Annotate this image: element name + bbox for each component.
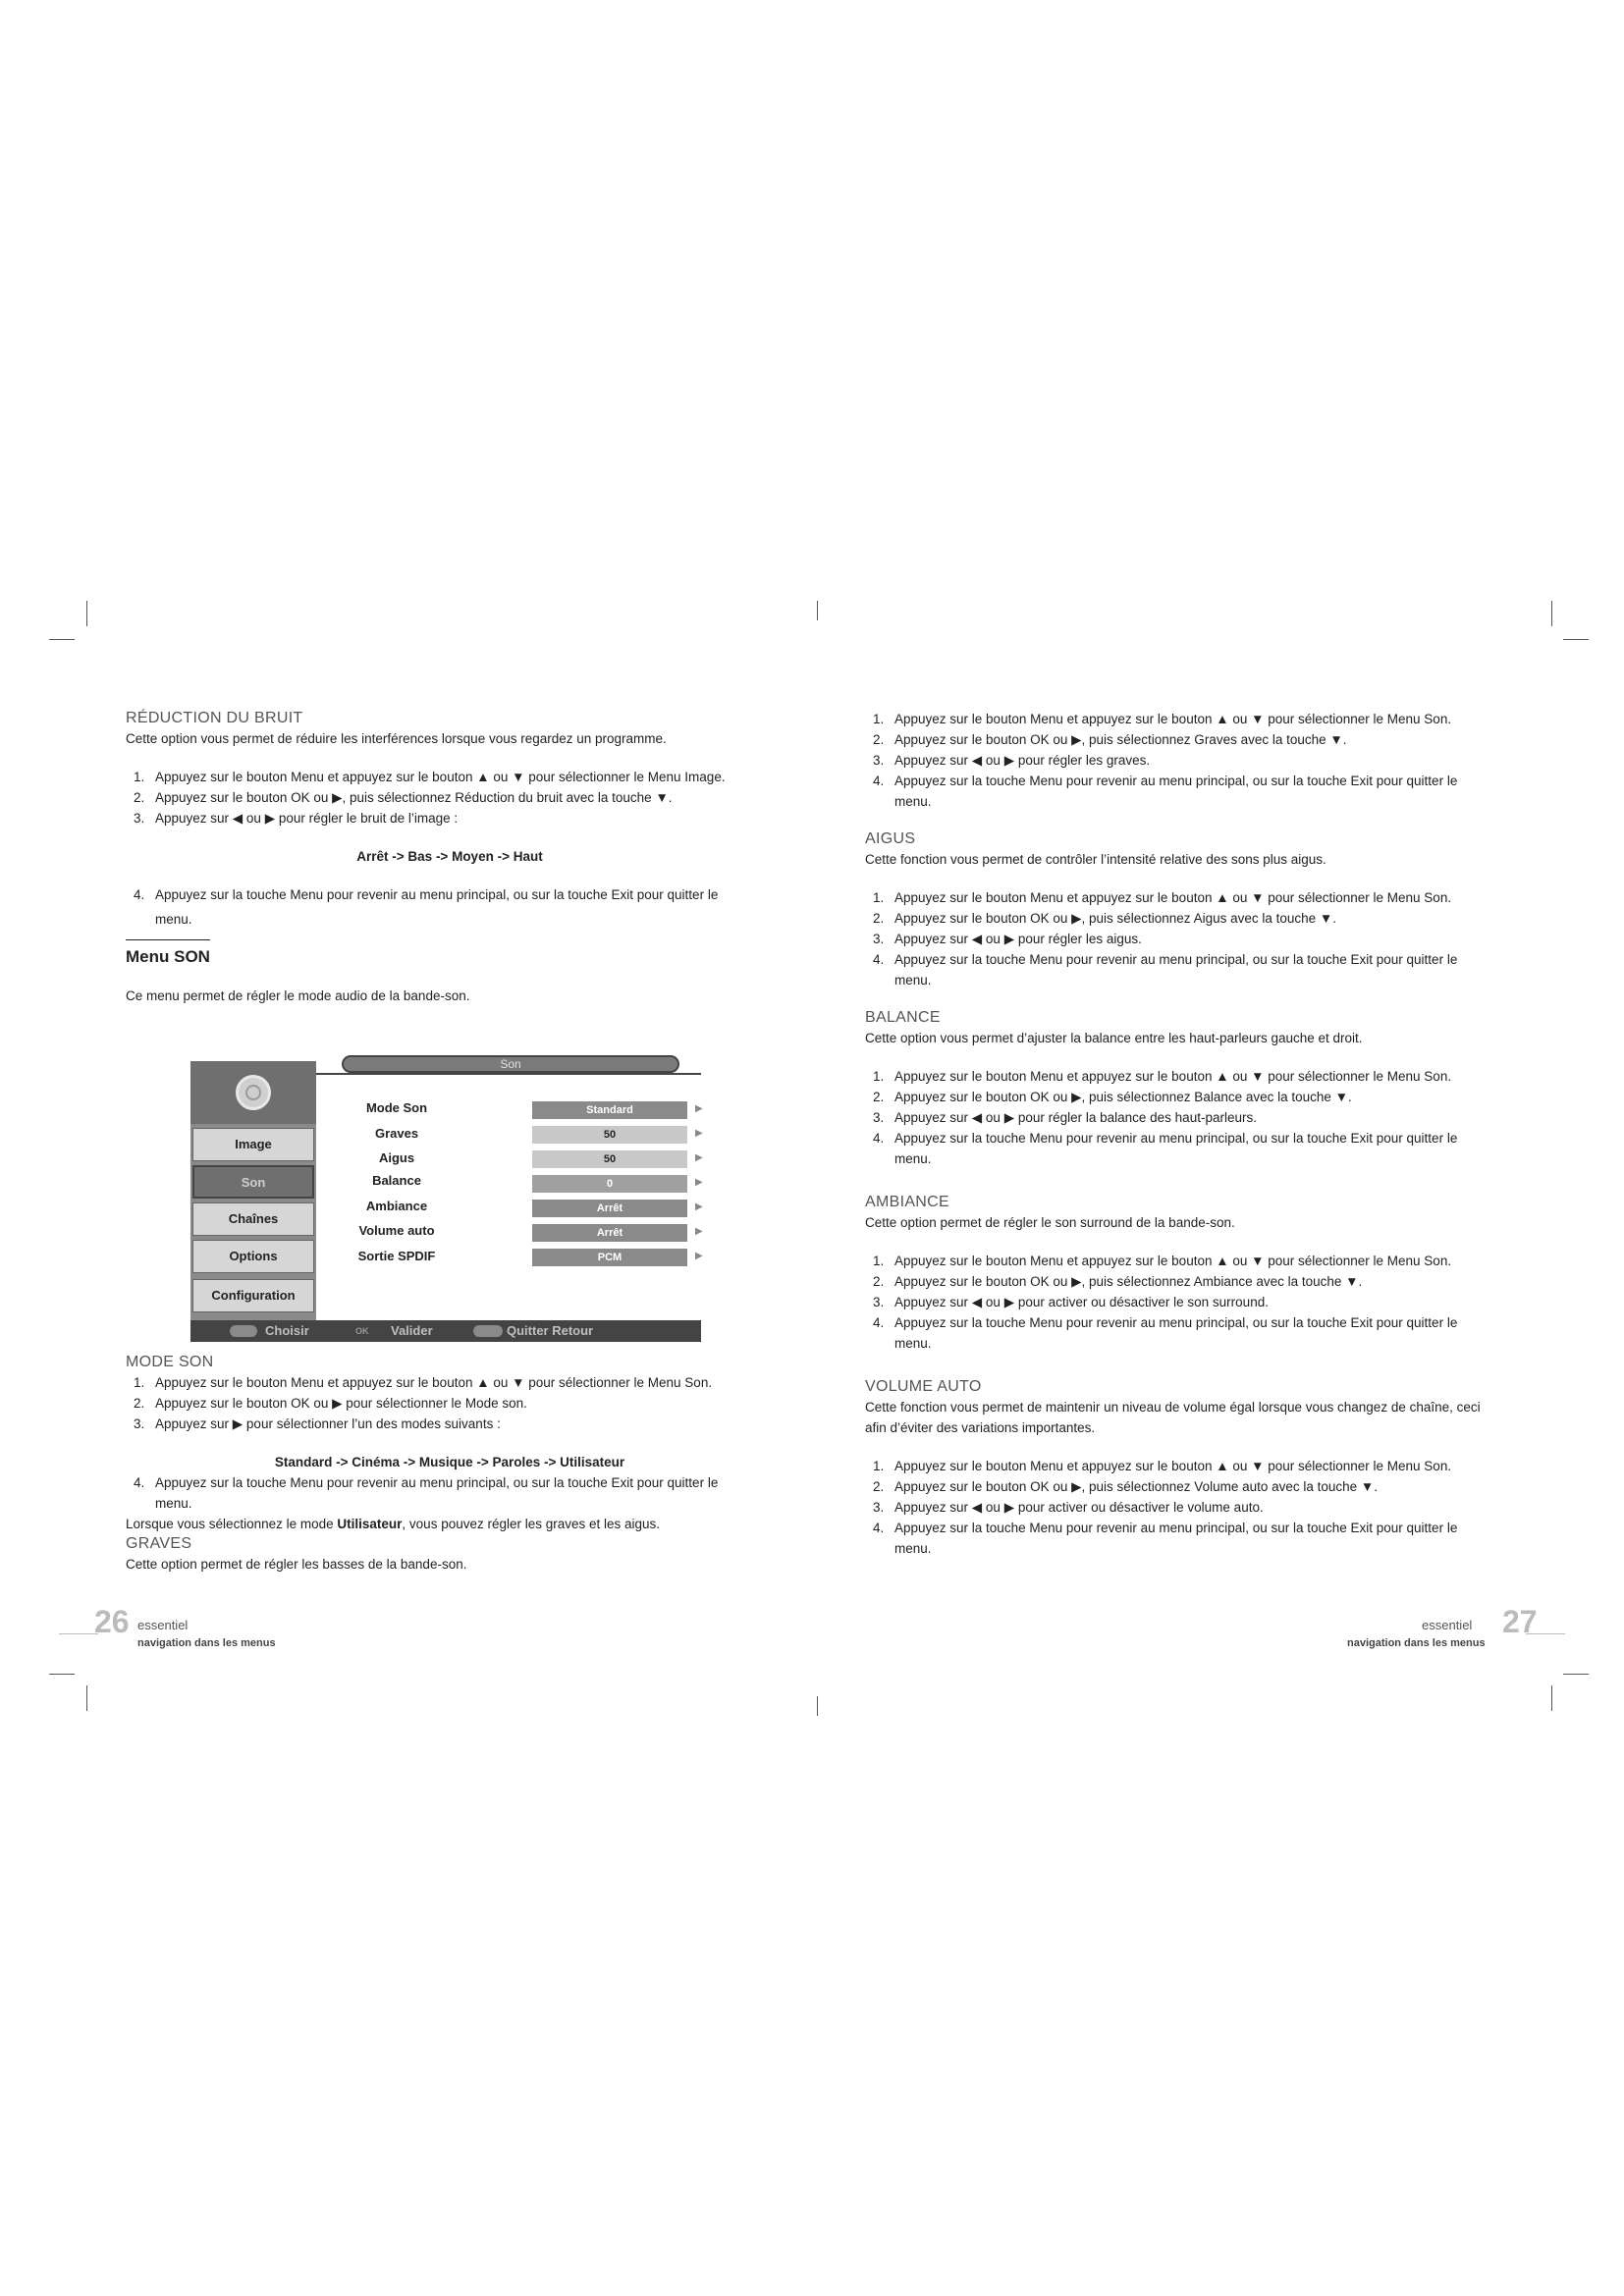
- balance-steps: [865, 1066, 1513, 1169]
- list-item: 3. Appuyez sur ◀ ou ▶ pour activer ou désactiver le volume auto.: [873, 1500, 1264, 1515]
- crop-mark: [817, 1696, 818, 1716]
- list-item: 2. Appuyez sur le bouton OK ou ▶, puis sélectionnez Volume auto avec la touche ▼.: [873, 1479, 1379, 1494]
- list-item: 3. Appuyez sur ◀ ou ▶ pour activer ou désactiver le son surround.: [873, 1295, 1269, 1309]
- tv-tab-configuration[interactable]: Configuration: [192, 1279, 314, 1312]
- footer-nav-right: navigation dans les menus: [1347, 1637, 1486, 1649]
- setting-value-sortie-spdif[interactable]: PCM: [532, 1249, 687, 1266]
- mode-son-heading: MODE SON: [126, 1354, 214, 1370]
- list-item: menu.: [894, 794, 932, 809]
- tv-menu-footer: [190, 1320, 701, 1342]
- aigus-steps: [865, 887, 1513, 990]
- setting-value-ambiance[interactable]: Arrêt: [532, 1200, 687, 1217]
- list-item: 2. Appuyez sur le bouton OK ou ▶, puis sélectionnez Aigus avec la touche ▼.: [873, 911, 1337, 926]
- reduction-heading: RÉDUCTION DU BRUIT: [126, 710, 303, 726]
- list-item: 3. Appuyez sur ▶ pour sélectionner l’un des modes suivants :: [134, 1416, 501, 1431]
- page-number-right: 27: [1502, 1604, 1538, 1639]
- setting-value-mode-son[interactable]: Standard: [532, 1101, 687, 1119]
- list-item: menu.: [155, 912, 192, 927]
- chevron-right-icon: ▶: [695, 1177, 703, 1188]
- crop-mark: [86, 1685, 87, 1711]
- list-item: 2. Appuyez sur le bouton OK ou ▶, puis sélectionnez Balance avec la touche ▼.: [873, 1090, 1352, 1104]
- list-item: 4. Appuyez sur la touche Menu pour revenir au menu principal, ou sur la touche Exit pour quitter le: [873, 774, 1458, 788]
- chevron-right-icon: ▶: [695, 1251, 703, 1261]
- list-item: 1. Appuyez sur le bouton Menu et appuyez sur le bouton ▲ ou ▼ pour sélectionner le Menu Son.: [873, 712, 1452, 726]
- up-down-icon: [230, 1325, 257, 1337]
- ambiance-intro: Cette option permet de régler le son surround de la bande-son.: [865, 1215, 1235, 1230]
- setting-value-balance[interactable]: 0: [532, 1175, 687, 1193]
- chevron-right-icon: ▶: [695, 1226, 703, 1237]
- setting-label: Mode Son: [365, 1100, 428, 1115]
- crop-mark: [86, 601, 87, 626]
- reduction-steps: [126, 767, 774, 828]
- ambiance-steps: [865, 1251, 1513, 1354]
- chevron-right-icon: ▶: [695, 1152, 703, 1163]
- list-item: 3. Appuyez sur ◀ ou ▶ pour régler le bruit de l’image :: [134, 811, 459, 826]
- list-item: 1. Appuyez sur le bouton Menu et appuyez sur le bouton ▲ ou ▼ pour sélectionner le Menu Son.: [873, 890, 1452, 905]
- crop-mark: [1551, 601, 1552, 626]
- brand-logo-left: essentiel: [137, 1618, 189, 1632]
- list-item: 2. Appuyez sur le bouton OK ou ▶ pour sélectionner le Mode son.: [134, 1396, 527, 1411]
- list-item: 4. Appuyez sur la touche Menu pour revenir au menu principal, ou sur la touche Exit pour quitter le: [873, 1131, 1458, 1146]
- crop-mark: [1563, 1674, 1589, 1675]
- list-item: 2. Appuyez sur le bouton OK ou ▶, puis sélectionnez Réduction du bruit avec la touche ▼.: [134, 790, 673, 805]
- setting-value-volume-auto[interactable]: Arrêt: [532, 1224, 687, 1242]
- list-item: menu.: [894, 1541, 932, 1556]
- left-page-column: [126, 709, 774, 1006]
- list-item: 1. Appuyez sur le bouton Menu et appuyez sur le bouton ▲ ou ▼ pour sélectionner le Menu Image.: [134, 770, 726, 784]
- tv-logo: [190, 1061, 316, 1124]
- list-item: 1. Appuyez sur le bouton Menu et appuyez sur le bouton ▲ ou ▼ pour sélectionner le Menu Son.: [873, 1254, 1452, 1268]
- list-item: 3. Appuyez sur ◀ ou ▶ pour régler les aigus.: [873, 932, 1142, 946]
- menu-son-intro: Ce menu permet de régler le mode audio de la bande-son.: [126, 988, 470, 1003]
- chevron-right-icon: ▶: [695, 1128, 703, 1139]
- balance-intro: Cette option vous permet d’ajuster la balance entre les haut-parleurs gauche et droit.: [865, 1031, 1363, 1045]
- setting-label: Sortie SPDIF: [357, 1249, 436, 1263]
- menu-key-icon: [473, 1325, 503, 1337]
- list-item: 4. Appuyez sur la touche Menu pour revenir au menu principal, ou sur la touche Exit pour quitter le: [873, 952, 1458, 967]
- list-item: 1. Appuyez sur le bouton Menu et appuyez sur le bouton ▲ ou ▼ pour sélectionner le Menu Son.: [134, 1375, 713, 1390]
- crop-mark: [49, 639, 75, 640]
- crop-mark: [49, 1674, 75, 1675]
- menu-son-title: Menu SON: [126, 939, 210, 967]
- list-item: 4. Appuyez sur la touche Menu pour revenir au menu principal, ou sur la touche Exit pour quitter le: [134, 887, 719, 902]
- list-item: 1. Appuyez sur le bouton Menu et appuyez sur le bouton ▲ ou ▼ pour sélectionner le Menu Son.: [873, 1459, 1452, 1473]
- crop-mark: [817, 601, 818, 620]
- reduction-sequence: Arrêt -> Bas -> Moyen -> Haut: [356, 849, 543, 864]
- mode-son-sequence: Standard -> Cinéma -> Musique -> Paroles -> Utilisateur: [274, 1455, 625, 1469]
- chevron-right-icon: ▶: [695, 1201, 703, 1212]
- footer-choisir: Choisir: [265, 1323, 309, 1338]
- setting-label: Ambiance: [365, 1199, 428, 1213]
- list-item: 2. Appuyez sur le bouton OK ou ▶, puis sélectionnez Graves avec la touche ▼.: [873, 732, 1347, 747]
- setting-label: Volume auto: [358, 1223, 435, 1238]
- tv-tab-chaines[interactable]: Chaînes: [192, 1202, 314, 1236]
- aigus-intro: Cette fonction vous permet de contrôler l’intensité relative des sons plus aigus.: [865, 852, 1326, 867]
- volume-auto-intro-2: afin d’éviter des variations importantes.: [865, 1420, 1096, 1435]
- page-number-left: 26: [94, 1604, 130, 1639]
- aigus-heading: AIGUS: [865, 830, 916, 847]
- divider: [316, 1073, 701, 1075]
- mode-son-steps: [126, 1372, 774, 1434]
- list-item: 3. Appuyez sur ◀ ou ▶ pour régler les graves.: [873, 753, 1151, 768]
- right-page-column: [865, 709, 1513, 1559]
- setting-value-graves[interactable]: 50: [532, 1126, 687, 1144]
- tv-menu-screenshot: [190, 1051, 701, 1342]
- list-item: 4. Appuyez sur la touche Menu pour revenir au menu principal, ou sur la touche Exit pour quitter le: [134, 1475, 719, 1490]
- utilisateur-note: Lorsque vous sélectionnez le mode Utilisateur, vous pouvez régler les graves et les aigus.: [126, 1517, 661, 1531]
- reduction-intro: Cette option vous permet de réduire les interférences lorsque vous regardez un programme.: [126, 731, 667, 746]
- setting-label: Aigus: [378, 1150, 415, 1165]
- graves-intro: Cette option permet de régler les basses de la bande-son.: [126, 1557, 467, 1572]
- disc-icon: [236, 1075, 271, 1110]
- setting-label: Balance: [372, 1173, 421, 1188]
- list-item: 2. Appuyez sur le bouton OK ou ▶, puis sélectionnez Ambiance avec la touche ▼.: [873, 1274, 1363, 1289]
- divider: [59, 1633, 98, 1634]
- reduction-step4: [126, 884, 774, 930]
- mode-son-step4: [126, 1472, 774, 1514]
- crop-mark: [1551, 1685, 1552, 1711]
- tv-tab-image[interactable]: Image: [192, 1128, 314, 1161]
- brand-logo-right: essentiel: [1422, 1618, 1473, 1632]
- left-page-column-lower: [126, 1353, 774, 1575]
- list-item: 4. Appuyez sur la touche Menu pour revenir au menu principal, ou sur la touche Exit pour quitter le: [873, 1315, 1458, 1330]
- chevron-right-icon: ▶: [695, 1103, 703, 1114]
- crop-mark: [1563, 639, 1589, 640]
- tv-tab-options[interactable]: Options: [192, 1240, 314, 1273]
- volume-auto-intro: Cette fonction vous permet de maintenir un niveau de volume égal lorsque vous changez de chaîne, ceci: [865, 1400, 1481, 1415]
- ambiance-heading: AMBIANCE: [865, 1194, 949, 1210]
- balance-heading: BALANCE: [865, 1009, 941, 1026]
- volume-auto-steps: [865, 1456, 1513, 1559]
- list-item: 3. Appuyez sur ◀ ou ▶ pour régler la balance des haut-parleurs.: [873, 1110, 1257, 1125]
- list-item: menu.: [894, 1151, 932, 1166]
- setting-value-aigus[interactable]: 50: [532, 1150, 687, 1168]
- graves-heading: GRAVES: [126, 1535, 192, 1552]
- footer-quitter: Quitter Retour: [507, 1323, 594, 1338]
- list-item: 1. Appuyez sur le bouton Menu et appuyez sur le bouton ▲ ou ▼ pour sélectionner le Menu Son.: [873, 1069, 1452, 1084]
- tv-menu-title: Son: [342, 1055, 679, 1073]
- setting-label: Graves: [374, 1126, 419, 1141]
- ok-icon: OK: [355, 1326, 369, 1336]
- list-item: menu.: [894, 973, 932, 988]
- graves-steps: [865, 709, 1513, 812]
- list-item: menu.: [894, 1336, 932, 1351]
- list-item: menu.: [155, 1496, 192, 1511]
- tv-tab-son[interactable]: Son: [192, 1165, 314, 1199]
- footer-valider: Valider: [391, 1323, 433, 1338]
- footer-nav-left: navigation dans les menus: [137, 1637, 276, 1649]
- list-item: 4. Appuyez sur la touche Menu pour revenir au menu principal, ou sur la touche Exit pour quitter le: [873, 1521, 1458, 1535]
- volume-auto-heading: VOLUME AUTO: [865, 1378, 982, 1395]
